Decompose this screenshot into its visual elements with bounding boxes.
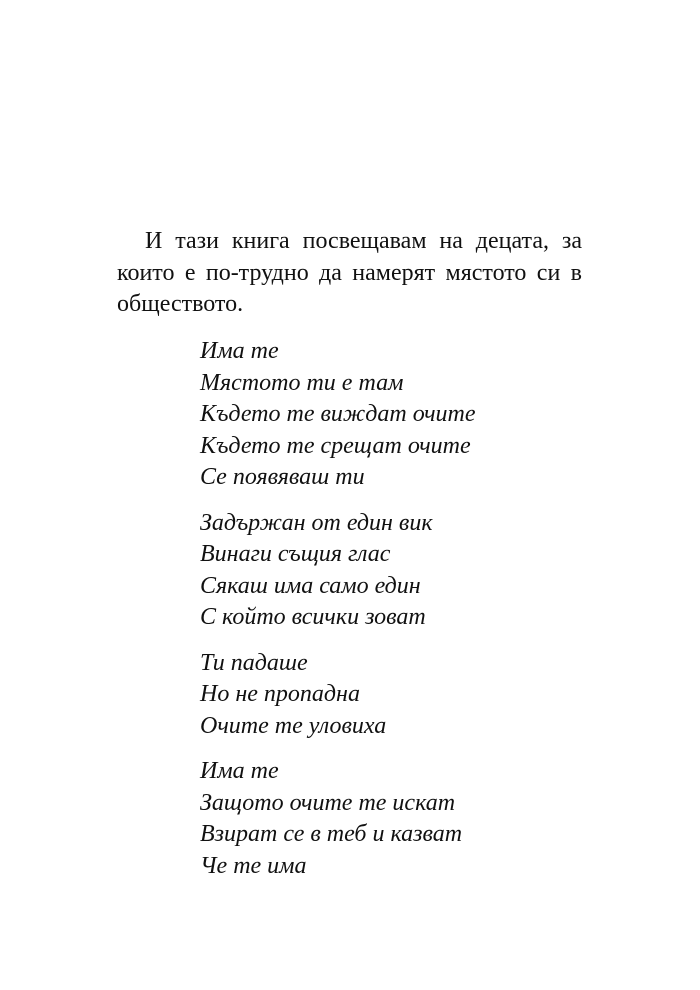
poem-stanza-1 bbox=[200, 336, 476, 494]
poem-line: Където те виждат очите bbox=[200, 401, 476, 427]
poem-line: Защото очите те искат bbox=[200, 789, 456, 816]
poem-line: Мястото ти е там bbox=[200, 369, 404, 396]
poem-line: Се появяваш ти bbox=[200, 464, 365, 490]
poem bbox=[200, 336, 476, 896]
poem-line: Има те bbox=[200, 338, 279, 364]
poem-stanza-3 bbox=[200, 648, 476, 743]
poem-line: Задържан от един вик bbox=[200, 509, 433, 536]
poem-line: Взират се в теб и казват bbox=[200, 821, 463, 847]
poem-line: Има те bbox=[200, 758, 279, 784]
poem-stanza-4 bbox=[200, 756, 476, 882]
poem-line: С който всички зоват bbox=[200, 604, 426, 630]
poem-line: Винаги същия глас bbox=[200, 541, 391, 567]
poem-stanza-2 bbox=[200, 508, 476, 634]
poem-line: Очите те уловиха bbox=[200, 712, 387, 739]
poem-line: Ти падаше bbox=[200, 649, 308, 676]
poem-line: Но не пропадна bbox=[200, 681, 360, 707]
dedication-paragraph: И тази книга посвещавам на децата, за които е по-трудно да намерят мястото си в обществото. bbox=[117, 228, 582, 317]
poem-line: Където те срещат очите bbox=[200, 432, 471, 459]
poem-line: Сякаш има само един bbox=[200, 572, 421, 599]
poem-line: Че те има bbox=[200, 852, 307, 879]
